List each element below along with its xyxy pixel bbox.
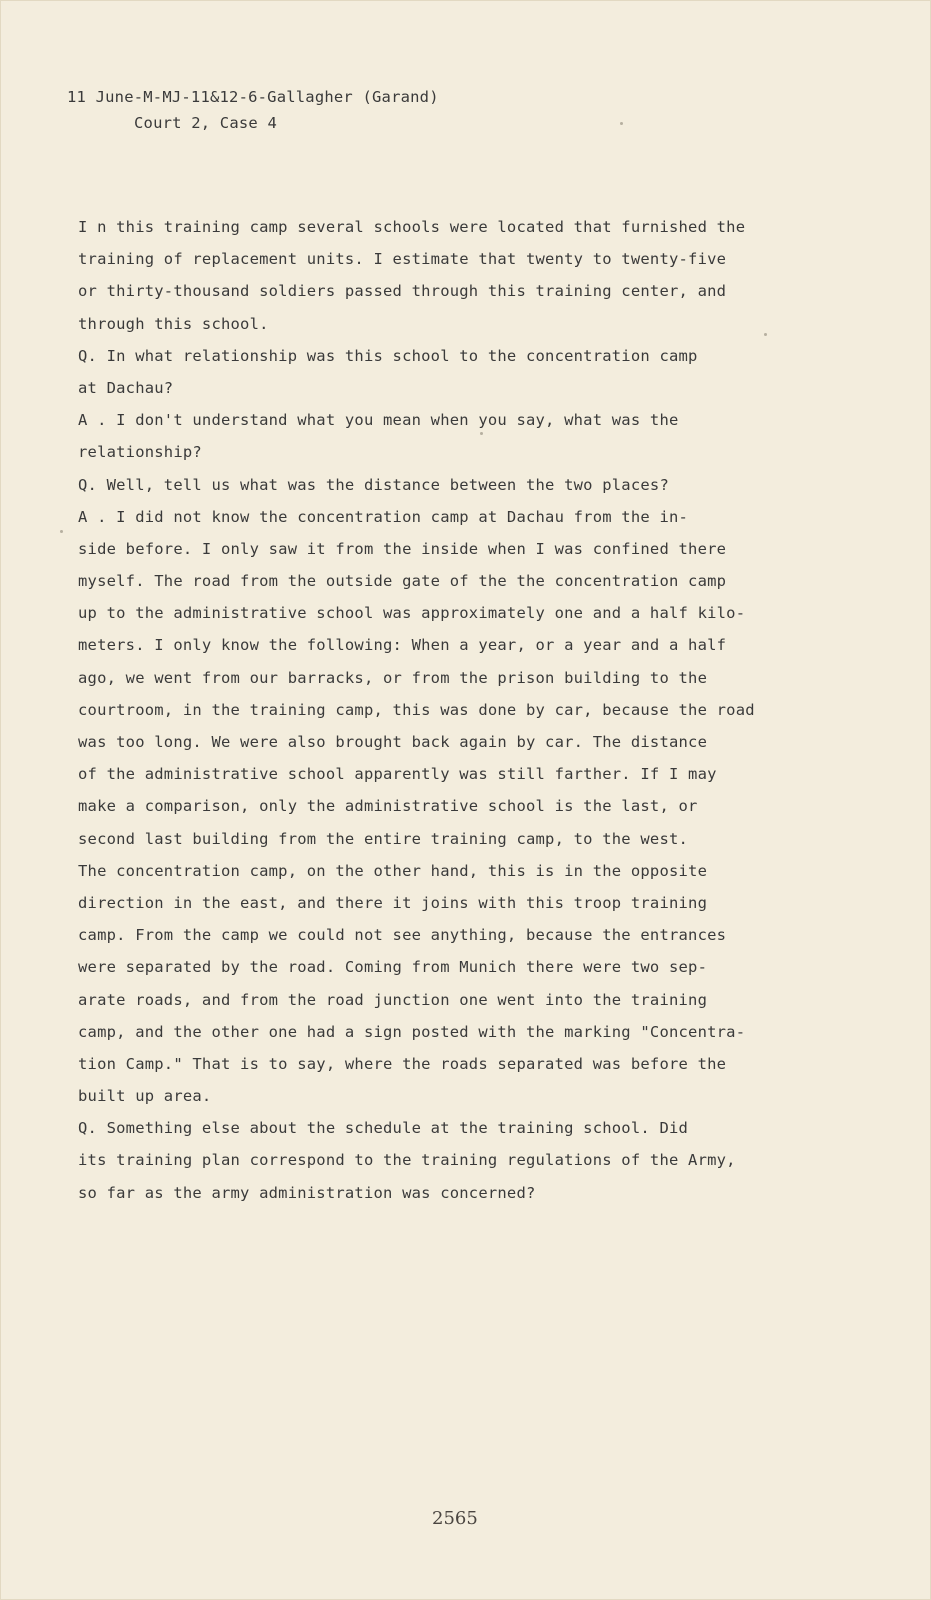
transcript-line: make a comparison, only the administrative school is the last, or	[78, 797, 698, 816]
transcript-line: at Dachau?	[78, 378, 174, 397]
transcript-line: A . I don't understand what you mean when you say, what was the	[78, 411, 679, 430]
transcript-line: arate roads, and from the road junction one went into the training	[78, 990, 708, 1009]
transcript-line: were separated by the road. Coming from Munich there were two sep-	[78, 958, 708, 977]
transcript-line: relationship?	[78, 443, 202, 462]
transcript-line: Q. Well, tell us what was the distance between the two places?	[78, 475, 669, 494]
transcript-line: meters. I only know the following: When a year, or a year and a half	[78, 636, 727, 655]
transcript-line: myself. The road from the outside gate of the the concentration camp	[78, 572, 727, 591]
transcript-line: Q. In what relationship was this school to the concentration camp	[78, 346, 698, 365]
transcript-line: or thirty-thousand soldiers passed through this training center, and	[78, 282, 727, 301]
transcript-line: through this school.	[78, 314, 269, 333]
paper-speck	[480, 432, 483, 435]
transcript-line: training of replacement units. I estimate that twenty to twenty-five	[78, 250, 727, 269]
transcript-line: The concentration camp, on the other hand, this is in the opposite	[78, 861, 708, 880]
transcript-line: camp. From the camp we could not see anything, because the entrances	[78, 926, 727, 945]
paper-speck	[60, 530, 63, 533]
transcript-line: of the administrative school apparently was still farther. If I may	[78, 765, 717, 784]
document-header-court: Court 2, Case 4	[134, 114, 277, 132]
paper-speck	[764, 333, 767, 336]
transcript-line: was too long. We were also brought back again by car. The distance	[78, 733, 708, 751]
document-header-reference: 11 June-M-MJ-11&12-6-Gallagher (Garand)	[67, 88, 439, 106]
transcript-line: courtroom, in the training camp, this was done by car, because the road	[78, 700, 755, 719]
transcript-line: A . I did not know the concentration camp at Dachau from the in-	[78, 507, 689, 526]
transcript-line: Q. Something else about the schedule at the training school. Did	[78, 1119, 689, 1138]
transcript-body	[78, 211, 858, 1209]
transcript-line: tion Camp." That is to say, where the roads separated was before the	[78, 1054, 727, 1073]
transcript-line: I n this training camp several schools were located that furnished the	[78, 218, 746, 236]
transcript-line: so far as the army administration was concerned?	[78, 1183, 536, 1202]
transcript-line: ago, we went from our barracks, or from the prison building to the	[78, 668, 708, 687]
paper-speck	[620, 122, 623, 125]
transcript-line: camp, and the other one had a sign posted with the marking "Concentra-	[78, 1022, 746, 1041]
page-number: 2565	[432, 1508, 478, 1529]
transcript-line: its training plan correspond to the training regulations of the Army,	[78, 1151, 736, 1170]
transcript-line: up to the administrative school was approximately one and a half kilo-	[78, 604, 746, 623]
transcript-line: side before. I only saw it from the inside when I was confined there	[78, 539, 727, 558]
transcript-line: built up area.	[78, 1087, 212, 1106]
transcript-line: second last building from the entire training camp, to the west.	[78, 829, 689, 848]
transcript-line: direction in the east, and there it joins with this troop training	[78, 893, 708, 912]
